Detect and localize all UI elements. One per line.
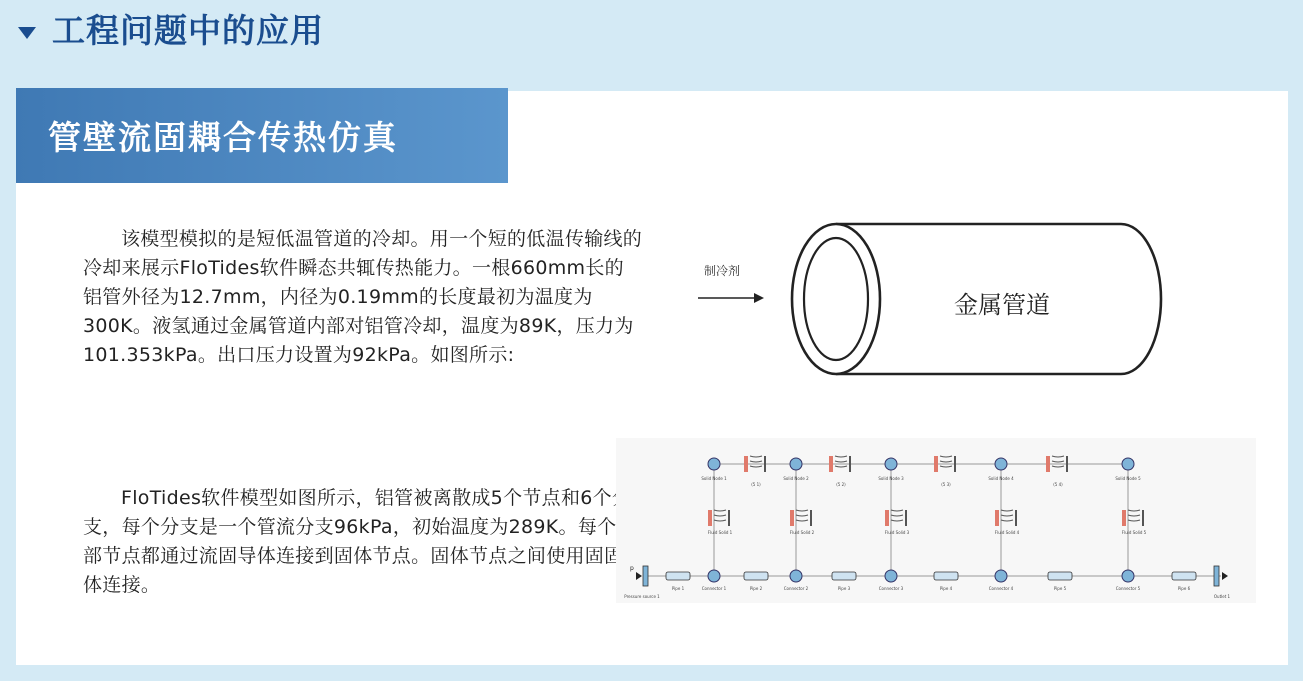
svg-text:p: p	[630, 565, 634, 572]
flow-arrow-icon	[754, 293, 764, 303]
pipe-diagram	[696, 211, 1166, 381]
svg-text:(5 4): (5 4)	[1053, 482, 1063, 487]
solid-node[interactable]	[988, 458, 1014, 481]
description-paragraph-2: FloTides软件模型如图所示，铝管被离散成5个节点和6个分支，每个分支是一个管流分支96kPa，初始温度为289K。每个内部节点都通过流固导体连接到固体节点。固体节点之间使用固固导体连接。	[83, 487, 643, 596]
svg-text:Solid Node 1: Solid Node 1	[701, 476, 727, 481]
section-title: 工程问题中的应用	[52, 11, 324, 50]
coolant-label: 制冷剂	[704, 264, 741, 278]
svg-text:Solid Node 2: Solid Node 2	[783, 476, 809, 481]
fluid-node[interactable]	[784, 570, 809, 591]
svg-text:Connector 1: Connector 1	[701, 586, 727, 591]
svg-text:Fluid Solid 1: Fluid Solid 1	[707, 530, 733, 535]
svg-text:Connector 3: Connector 3	[878, 586, 904, 591]
svg-text:Pipe 2: Pipe 2	[749, 586, 763, 591]
pipe-branch[interactable]	[832, 572, 856, 591]
solid-node[interactable]	[783, 458, 809, 481]
svg-text:Fluid Solid 4: Fluid Solid 4	[994, 530, 1020, 535]
svg-text:(5 2): (5 2)	[836, 482, 846, 487]
description-paragraph-1: 该模型模拟的是短低温管道的冷却。用一个短的低温传输线的冷却来展示FloTides软件瞬态共辄传热能力。一根660mm长的铝管外径为12.7mm，内径为0.19mm的长度最初为温度为300K。液氢通过金属管道内部对铝管冷却，温度为89K，压力为101.353kPa。出口压力设置为92kPa。如图所示:	[83, 228, 643, 366]
pipe-inner-rim	[804, 238, 868, 360]
pipe-branch[interactable]	[744, 572, 768, 591]
svg-text:Pipe 1: Pipe 1	[671, 586, 685, 591]
fluid-solid-conductor[interactable]	[1122, 510, 1147, 535]
svg-text:(5 3): (5 3)	[941, 482, 951, 487]
content-card	[16, 91, 1288, 665]
svg-text:Fluid Solid 2: Fluid Solid 2	[789, 530, 815, 535]
svg-text:Solid Node 4: Solid Node 4	[988, 476, 1014, 481]
triangle-down-icon[interactable]	[18, 27, 36, 39]
svg-text:Outlet 1: Outlet 1	[1213, 594, 1231, 599]
fluid-node[interactable]	[702, 570, 727, 591]
svg-text:Fluid Solid 5: Fluid Solid 5	[1121, 530, 1147, 535]
svg-text:Pipe 5: Pipe 5	[1053, 586, 1067, 591]
outlet[interactable]	[1214, 566, 1231, 599]
solid-conductor[interactable]	[829, 456, 851, 487]
svg-text:Connector 2: Connector 2	[783, 586, 809, 591]
svg-text:Solid Node 5: Solid Node 5	[1115, 476, 1141, 481]
svg-text:Pipe 3: Pipe 3	[837, 586, 851, 591]
network-model-diagram	[616, 438, 1256, 603]
svg-text:Fluid Solid 3: Fluid Solid 3	[884, 530, 910, 535]
pipe-branch[interactable]	[1172, 572, 1196, 591]
svg-text:(5 1): (5 1)	[751, 482, 761, 487]
pipe-branch[interactable]	[1048, 572, 1072, 591]
fluid-node[interactable]	[989, 570, 1014, 591]
section-header[interactable]	[18, 8, 324, 54]
solid-node[interactable]	[1115, 458, 1141, 481]
vertical-links	[714, 464, 1128, 576]
fluid-node[interactable]	[1116, 570, 1141, 591]
fluid-node[interactable]	[879, 570, 904, 591]
pressure-source[interactable]	[624, 565, 660, 599]
fluid-solid-conductor[interactable]	[790, 510, 815, 535]
banner-title: 管壁流固耦合传热仿真	[48, 118, 398, 157]
svg-text:Connector 4: Connector 4	[988, 586, 1014, 591]
svg-text:Connector 5: Connector 5	[1115, 586, 1141, 591]
svg-text:Pipe 6: Pipe 6	[1177, 586, 1191, 591]
solid-conductor[interactable]	[934, 456, 956, 487]
fluid-solid-conductor[interactable]	[885, 510, 910, 535]
svg-text:Pressure source 1: Pressure source 1	[624, 594, 660, 599]
solid-node[interactable]	[878, 458, 904, 481]
fluid-solid-conductor[interactable]	[995, 510, 1020, 535]
solid-conductor[interactable]	[1046, 456, 1068, 487]
svg-text:Solid Node 3: Solid Node 3	[878, 476, 904, 481]
solid-node[interactable]	[701, 458, 727, 481]
pipe-label: 金属管道	[954, 291, 1050, 319]
pipe-branch[interactable]	[666, 572, 690, 591]
banner	[16, 88, 508, 183]
svg-text:Pipe 4: Pipe 4	[939, 586, 953, 591]
fluid-solid-conductor[interactable]	[708, 510, 733, 535]
pipe-branch[interactable]	[934, 572, 958, 591]
solid-conductor[interactable]	[744, 456, 766, 487]
